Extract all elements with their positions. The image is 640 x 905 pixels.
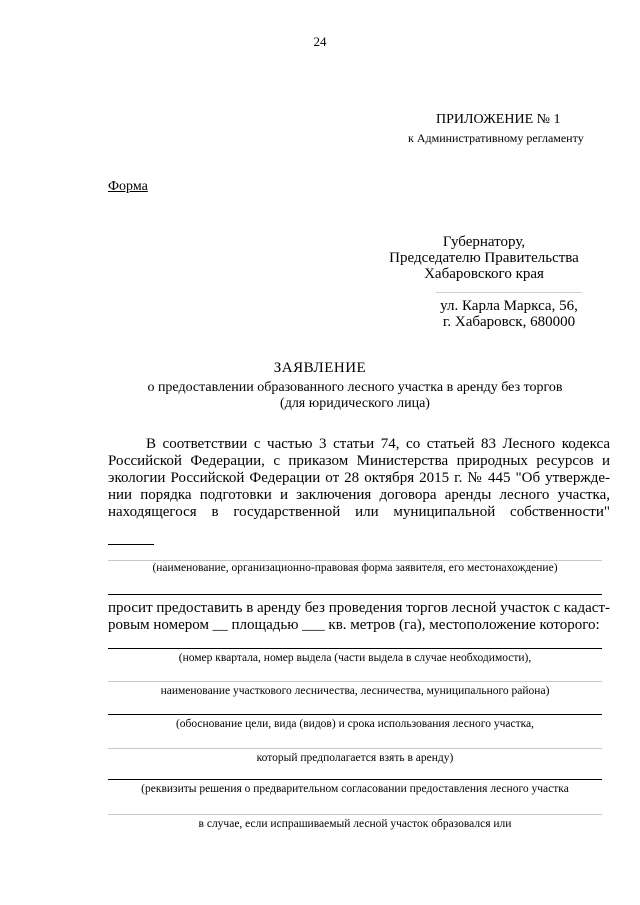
decision-blank-line[interactable]: [108, 779, 602, 780]
blank-line-short[interactable]: [108, 544, 154, 545]
request-line: просит предоставить в аренду без проведения торгов лесной участок с кадаст-: [108, 600, 611, 616]
subtitle-line: о предоставлении образованного лесного участка в аренду без торгов: [147, 380, 563, 395]
decision-cont-hint: в случае, если испрашиваемый лесной участок образовался или: [198, 818, 512, 830]
subtitle-line: (для юридического лица): [280, 396, 430, 411]
appendix-subtitle: к Административному регламенту: [408, 131, 584, 145]
applicant-blank-line-2[interactable]: [108, 594, 602, 595]
addressee-block: [384, 234, 584, 282]
document-subtitle: [0, 380, 640, 412]
document-title: ЗАЯВЛЕНИЕ: [273, 360, 367, 376]
forestry-blank-line[interactable]: [108, 681, 602, 682]
decision-hint: (реквизиты решения о предварительном согласовании предоставления лесного участка: [141, 783, 569, 795]
intro-line: Российской Федерации, с приказом Министерства природных ресурсов и: [108, 453, 610, 469]
page-number: 24: [313, 34, 327, 49]
purpose-cont-hint: который предполагается взять в аренду): [256, 752, 454, 764]
address-line: г. Хабаровск, 680000: [442, 314, 576, 330]
address-line: ул. Карла Маркса, 56,: [440, 298, 578, 314]
purpose-hint: (обоснование цели, вида (видов) и срока использования лесного участка,: [175, 718, 535, 730]
quarter-hint: (номер квартала, номер выдела (части выдела в случае необходимости),: [178, 652, 532, 664]
addressee-line: Губернатору,: [442, 234, 526, 250]
forestry-hint: наименование участкового лесничества, лесничества, муниципального района): [160, 685, 550, 697]
addressee-line: Хабаровского края: [424, 266, 544, 282]
address-block: [434, 298, 584, 330]
intro-paragraph: [108, 436, 610, 521]
appendix-title: ПРИЛОЖЕНИЕ № 1: [436, 112, 561, 127]
purpose-cont-blank-line[interactable]: [108, 748, 602, 749]
applicant-hint: (наименование, организационно-правовая форма заявителя, его местонахождение): [152, 562, 558, 574]
intro-line: нии порядка подготовки и заключения договора аренды лесного участка,: [108, 487, 610, 503]
quarter-blank-line[interactable]: [108, 648, 602, 649]
request-paragraph: [108, 600, 610, 634]
request-line: ровым номером __ площадью ___ кв. метров (га), местоположение которого:: [108, 617, 600, 633]
addressee-line: Председателю Правительства: [389, 250, 579, 266]
decision-cont-blank-line[interactable]: [108, 814, 602, 815]
intro-line: экологии Российской Федерации от 28 октября 2015 г. № 445 "Об утвержде-: [108, 470, 610, 486]
form-label: Форма: [108, 179, 148, 194]
purpose-blank-line[interactable]: [108, 714, 602, 715]
intro-line: В соответствии с частью 3 статьи 74, со статьей 83 Лесного кодекса: [146, 436, 610, 452]
address-divider: [436, 292, 582, 293]
intro-line: находящегося в государственной или муниципальной собственности": [108, 504, 610, 520]
applicant-blank-line[interactable]: [108, 560, 602, 561]
